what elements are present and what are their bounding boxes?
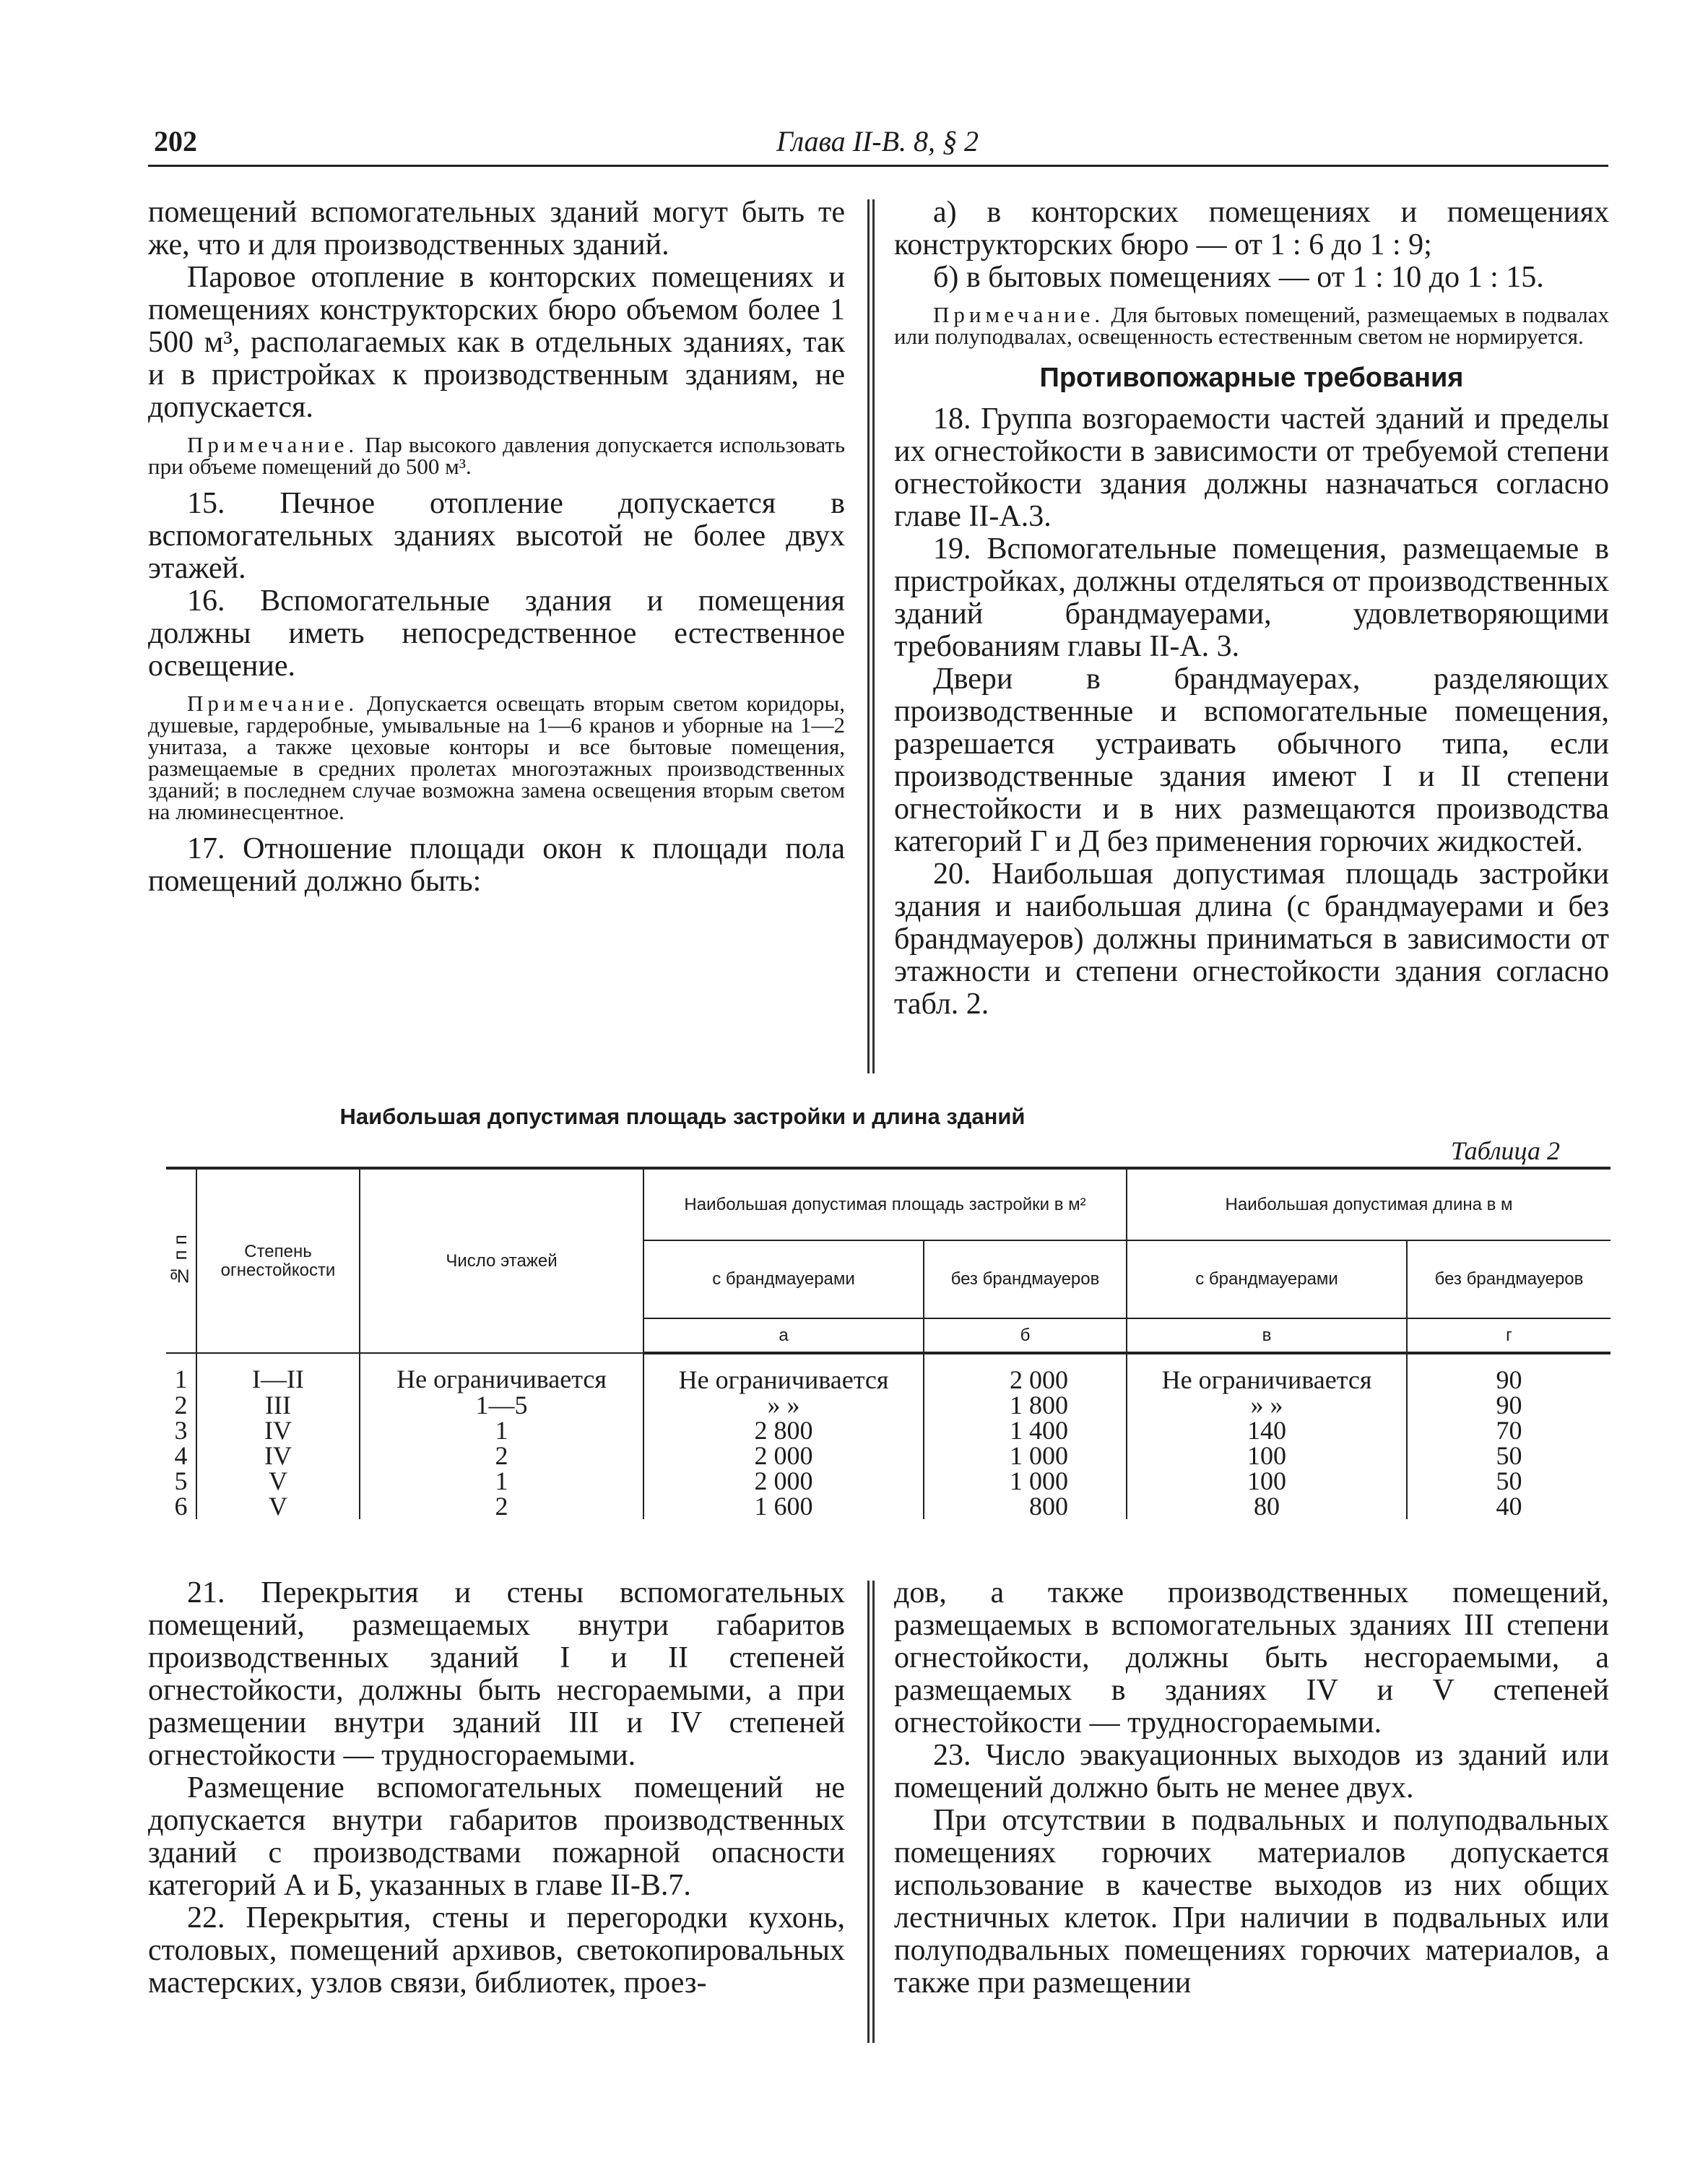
table-cell: IV <box>196 1443 360 1469</box>
section-heading: Противопожарные требования <box>1039 363 1464 393</box>
table-row <box>166 1418 1611 1443</box>
table-row <box>166 1393 1611 1418</box>
table-cell: 1 000 <box>924 1443 1127 1469</box>
table-row <box>166 1469 1611 1494</box>
table-cell: 40 <box>1407 1494 1611 1519</box>
header-letter-b: б <box>924 1318 1127 1353</box>
table-row <box>166 1353 1611 1393</box>
note-paragraph <box>894 304 1609 347</box>
note-label: Примечание. <box>933 302 1105 327</box>
column-separator-bottom <box>867 1581 870 2043</box>
chapter-title: Глава II-В. 8, § 2 <box>776 125 979 157</box>
header-length-without-firewall: без брандмауеров <box>1407 1240 1611 1318</box>
right-column-top <box>894 196 1609 1021</box>
table-label: Таблица 2 <box>1450 1136 1560 1165</box>
table-cell: 70 <box>1407 1418 1611 1443</box>
table-cell: 6 <box>166 1494 196 1519</box>
table-cell: 1 <box>166 1353 196 1393</box>
table-cell: 1 <box>360 1469 643 1494</box>
table-cell: 90 <box>1407 1393 1611 1418</box>
table-cell: IV <box>196 1418 360 1443</box>
table-cell: 2 <box>360 1494 643 1519</box>
note-label: Примечание. <box>187 691 359 716</box>
note-label: Примечание. <box>187 432 359 457</box>
table-cell: 1 800 <box>924 1393 1127 1418</box>
table-cell: 140 <box>1127 1418 1407 1443</box>
paragraph: а) в конторских помещениях и помещениях конструкторских бюро — от 1 : 6 до 1 : 9; <box>894 196 1609 262</box>
paragraph: 19. Вспомогательные помещения, размещаемые в пристройках, должны отделяться от производственных зданий брандмауерами, удовлетворяющими требованиям главы II-А. 3. <box>894 532 1609 663</box>
table-cell: 100 <box>1127 1443 1407 1469</box>
table-cell: » » <box>1127 1393 1407 1418</box>
table-cell: 1 000 <box>924 1469 1127 1494</box>
table-cell: 4 <box>166 1443 196 1469</box>
table-cell: 100 <box>1127 1469 1407 1494</box>
note-text: Для бытовых помещений, размещаемых в подвалах или полуподвалах, освещенность естественным светом не нормируется. <box>894 302 1609 349</box>
column-separator-bottom-2 <box>872 1581 875 2043</box>
paragraph: При отсутствии в подвальных и полуподвальных помещениях горючих материалов допускается использование в качестве выходов из них общих лестничных клеток. При наличии в подвальных или полуподвальных помещениях горючих материалов, а также при размещении <box>894 1804 1609 2000</box>
table-cell: 50 <box>1407 1443 1611 1469</box>
table-cell: V <box>196 1494 360 1519</box>
table-cell: 3 <box>166 1418 196 1443</box>
paragraph: 20. Наибольшая допустимая площадь застройки здания и наибольшая длина (с брандмауерами и без брандмауеров) должны приниматься в зависимости от этажности и степени огнестойкости здания согласно табл. 2. <box>894 857 1609 1021</box>
table-row <box>166 1494 1611 1519</box>
paragraph: 16. Вспомогательные здания и помещения должны иметь непосредственное естественное освещение. <box>148 584 845 683</box>
table-cell: I—II <box>196 1353 360 1393</box>
table-title: Наибольшая допустимая площадь застройки и длина зданий <box>339 1104 1026 1129</box>
header-degree: Степень огнестойкости <box>196 1168 360 1353</box>
table-cell: 1 400 <box>924 1418 1127 1443</box>
paragraph: дов, а также производственных помещений, размещаемых в вспомогательных зданиях III степени огнестойкости, должны быть несгораемыми, а размещаемых в зданиях IV и V степеней огнестойкости — трудносгораемыми. <box>894 1576 1609 1740</box>
table-cell: 2 000 <box>643 1443 924 1469</box>
table-cell: Не ограничивается <box>643 1353 924 1393</box>
paragraph: 15. Печное отопление допускается в вспомогательных зданиях высотой не более двух этажей. <box>148 487 845 585</box>
header-letter-g: г <box>1407 1318 1611 1353</box>
table-cell: 80 <box>1127 1494 1407 1519</box>
table-cell: 2 000 <box>924 1353 1127 1393</box>
table-cell: Не ограничивается <box>360 1353 643 1393</box>
paragraph: Двери в брандмауерах, разделяющих производственные и вспомогательные помещения, разрешается устраивать обычного типа, если производственные здания имеют I и II степени огнестойкости и в них размещаются производства категорий Г и Д без применения горючих жидкостей. <box>894 662 1609 858</box>
column-separator-top-2 <box>872 199 875 1073</box>
note-text: Допускается освещать вторым светом коридоры, душевые, гардеробные, умывальные на 1—6 кранов и уборные на 1—2 унитаза, а также цеховые конторы и все бытовые помещения, размещаемые в средних пролетах многоэтажных производственных зданий; в последнем случае возможна замена освещения вторым светом на люминесцентное. <box>148 691 845 824</box>
left-column-bottom <box>148 1577 845 2000</box>
column-separator-top <box>867 199 870 1073</box>
table-cell: 90 <box>1407 1353 1611 1393</box>
header-area-with-firewall: с брандмауерами <box>643 1240 924 1318</box>
header-area-without-firewall: без брандмауеров <box>924 1240 1127 1318</box>
paragraph: 18. Группа возгораемости частей зданий и пределы их огнестойкости в зависимости от требуемой степени огнестойкости здания должны назначаться согласно главе II-А.3. <box>894 402 1609 533</box>
table-2 <box>166 1167 1611 1519</box>
table-cell: 1 <box>360 1418 643 1443</box>
note-text: Пар высокого давления допускается использовать при объеме помещений до 500 м³. <box>148 432 845 479</box>
table-cell: III <box>196 1393 360 1418</box>
note-paragraph <box>148 434 845 477</box>
header-length-with-firewall: с брандмауерами <box>1127 1240 1407 1318</box>
table-body <box>166 1353 1611 1519</box>
header-num: № п п <box>166 1168 196 1353</box>
header-letter-v: в <box>1127 1318 1407 1353</box>
table-cell: 2 <box>360 1443 643 1469</box>
header-area-group: Наибольшая допустимая площадь застройки в м² <box>643 1168 1127 1240</box>
header-letter-a: а <box>643 1318 924 1353</box>
paragraph: Размещение вспомогательных помещений не допускается внутри габаритов производственных зданий с производствами пожарной опасности категорий А и Б, указанных в главе II-В.7. <box>148 1771 845 1902</box>
table-cell: 1—5 <box>360 1393 643 1418</box>
paragraph: Паровое отопление в конторских помещениях и помещениях конструкторских бюро объемом более 1 500 м³, располагаемых как в отдельных зданиях, так и в пристройках к производственным зданиям, не допускается. <box>148 261 845 424</box>
paragraph: 23. Число эвакуационных выходов из зданий или помещений должно быть не менее двух. <box>894 1739 1609 1805</box>
header-floors: Число этажей <box>360 1168 643 1353</box>
running-header <box>148 121 1607 163</box>
table-cell: 2 000 <box>643 1469 924 1494</box>
table-cell: Не ограничивается <box>1127 1353 1407 1393</box>
table-cell: V <box>196 1469 360 1494</box>
table-cell: 2 800 <box>643 1418 924 1443</box>
left-column-top <box>148 196 845 898</box>
paragraph: б) в бытовых помещениях — от 1 : 10 до 1 : 15. <box>933 261 1544 294</box>
paragraph: 21. Перекрытия и стены вспомогательных помещений, размещаемых внутри габаритов производственных зданий I и II степеней огнестойкости, должны быть несгораемыми, а при размещении внутри зданий III и IV степеней огнестойкости — трудносгораемыми. <box>148 1576 845 1772</box>
table-cell: 2 <box>166 1393 196 1418</box>
note-paragraph <box>148 693 845 823</box>
paragraph: 17. Отношение площади окон к площади пола помещений должно быть: <box>148 832 845 898</box>
table-cell: 50 <box>1407 1469 1611 1494</box>
table-cell: 5 <box>166 1469 196 1494</box>
header-length-group: Наибольшая допустимая длина в м <box>1127 1168 1611 1240</box>
table-row <box>166 1443 1611 1469</box>
page-number: 202 <box>154 125 197 157</box>
header-rule <box>148 165 1608 167</box>
right-column-bottom <box>894 1577 1609 2000</box>
paragraph: 22. Перекрытия, стены и перегородки кухонь, столовых, помещений архивов, светокопировальных мастерских, узлов связи, библиотек, проез- <box>148 1901 845 2000</box>
table-cell: 800 <box>924 1494 1127 1519</box>
paragraph: помещений вспомогательных зданий могут быть те же, что и для производственных зданий. <box>148 196 845 262</box>
table-cell: » » <box>643 1393 924 1418</box>
table-cell: 1 600 <box>643 1494 924 1519</box>
